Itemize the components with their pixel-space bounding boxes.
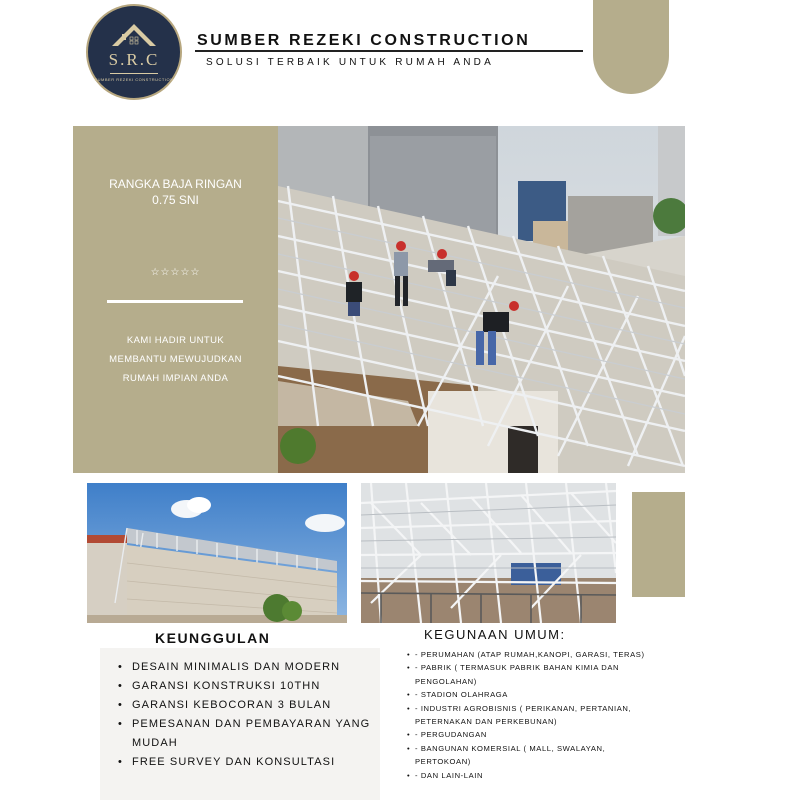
list-item: • GARANSI KONSTRUKSI 10THN	[118, 677, 382, 696]
hero-text-panel	[73, 126, 278, 473]
company-name: SUMBER REZEKI CONSTRUCTION	[197, 32, 531, 49]
list-item: • DESAIN MINIMALIS DAN MODERN	[118, 658, 382, 677]
uses-title: KEGUNAAN UMUM:	[424, 627, 566, 642]
list-item: • - PERGUDANGAN	[407, 728, 655, 741]
list-item: • PEMESANAN DAN PEMBAYARAN YANG MUDAH	[118, 715, 382, 753]
list-item: • - PERUMAHAN (ATAP RUMAH,KANOPI, GARASI, TERAS)	[407, 648, 655, 661]
decorative-corner-tab	[593, 0, 669, 94]
advantages-title: KEUNGGULAN	[155, 630, 271, 646]
list-item: • - BANGUNAN KOMERSIAL ( MALL, SWALAYAN, PERTOKOAN)	[407, 742, 655, 769]
hero-title-line: 0.75 SNI	[152, 193, 199, 207]
hero-title	[73, 176, 278, 208]
list-item: • - STADION OLAHRAGA	[407, 688, 655, 701]
list-item: • - INDUSTRI AGROBISNIS ( PERIKANAN, PERTANIAN, PETERNAKAN DAN PERKEBUNAN)	[407, 702, 655, 729]
decorative-side-block	[632, 492, 685, 597]
hero-desc-line: MEMBANTU MEWUJUDKAN	[109, 354, 242, 365]
logo-subtitle: SUMBER REZEKI CONSTRUCTION	[94, 77, 174, 82]
logo-divider	[110, 73, 158, 74]
uses-list	[407, 648, 655, 782]
company-tagline: SOLUSI TERBAIK UNTUK RUMAH ANDA	[206, 57, 494, 68]
hero-desc-line: KAMI HADIR UNTUK	[126, 335, 225, 346]
hero-divider	[107, 300, 243, 303]
list-item: • FREE SURVEY DAN KONSULTASI	[118, 753, 382, 772]
hero-photo-roof-construction	[278, 126, 685, 473]
list-item: • GARANSI KEBOCORAN 3 BULAN	[118, 696, 382, 715]
logo-abbreviation: S.R.C	[108, 50, 160, 69]
hero-description	[73, 331, 278, 388]
hero-desc-line: RUMAH IMPIAN ANDA	[122, 373, 229, 384]
list-item: • - PABRIK ( TERMASUK PABRIK BAHAN KIMIA DAN PENGOLAHAN)	[407, 661, 655, 688]
photo-steel-truss-detail	[361, 483, 616, 623]
company-logo	[86, 4, 182, 100]
title-underline	[195, 50, 583, 52]
advantages-list	[118, 658, 382, 772]
list-item: • - DAN LAIN-LAIN	[407, 769, 655, 782]
photo-completed-roof-truss	[87, 483, 347, 623]
rating-stars-icon: ☆☆☆☆☆	[150, 267, 201, 278]
hero-title-line: RANGKA BAJA RINGAN	[109, 177, 242, 191]
